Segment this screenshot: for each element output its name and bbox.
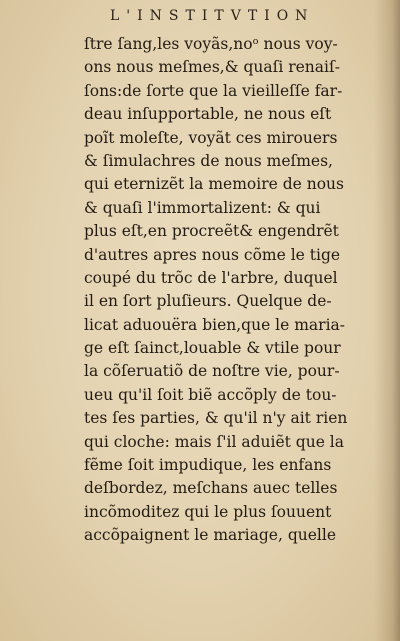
text-line: poĩt moleſte, voyãt ces mirouers <box>84 128 338 147</box>
text-line: d'autres apres nous cõme le tige <box>84 245 341 264</box>
text-line: accõpaignent le mariage, quelle <box>84 526 336 545</box>
text-line: ſons:de ſorte que la vieilleſſe far- <box>84 81 343 100</box>
text-line: il en ſort pluſieurs. Quelque de- <box>84 292 332 311</box>
text-line: la cõſeruatiõ de noſtre vie, pour- <box>84 362 340 381</box>
text-line: qui eternizẽt la memoire de nous <box>84 175 344 194</box>
text-line: licat aduouëra bien,que le maria- <box>84 315 346 334</box>
page-gutter-shadow <box>374 0 400 641</box>
text-line: tes ſes parties, & qu'il n'y ait rien <box>84 409 348 428</box>
text-line: ſtre ſang,les voyãs,noᵒ nous voy- <box>84 35 338 53</box>
text-line: coupé du trõc de l'arbre, duquel <box>84 268 338 287</box>
text-line: fẽme ſoit impudique, les enfans <box>84 456 332 475</box>
text-line: ons nous meſmes,& quaſi renaiſ- <box>84 58 340 77</box>
text-line: & ſimulachres de nous meſmes, <box>84 151 333 170</box>
text-line: qui cloche: mais ſ'il aduiẽt que la <box>84 432 344 451</box>
text-line: & quaſi l'immortalizent: & qui <box>84 198 321 217</box>
text-line: ge eſt ſainct,louable & vtile pour <box>84 339 341 358</box>
text-line: ueu qu'il ſoit biẽ accõply de tou- <box>84 385 337 404</box>
text-line: incõmoditez qui le plus ſouuent <box>84 502 332 521</box>
text-line: deau inſupportable, ne nous eſt <box>84 105 332 124</box>
text-line: deſbordez, meſchans auec telles <box>84 479 338 498</box>
body-text <box>84 33 376 548</box>
text-line: plus eſt,en procreẽt& engendrẽt <box>84 222 339 241</box>
running-head: L'INSTITVTION <box>110 8 315 24</box>
